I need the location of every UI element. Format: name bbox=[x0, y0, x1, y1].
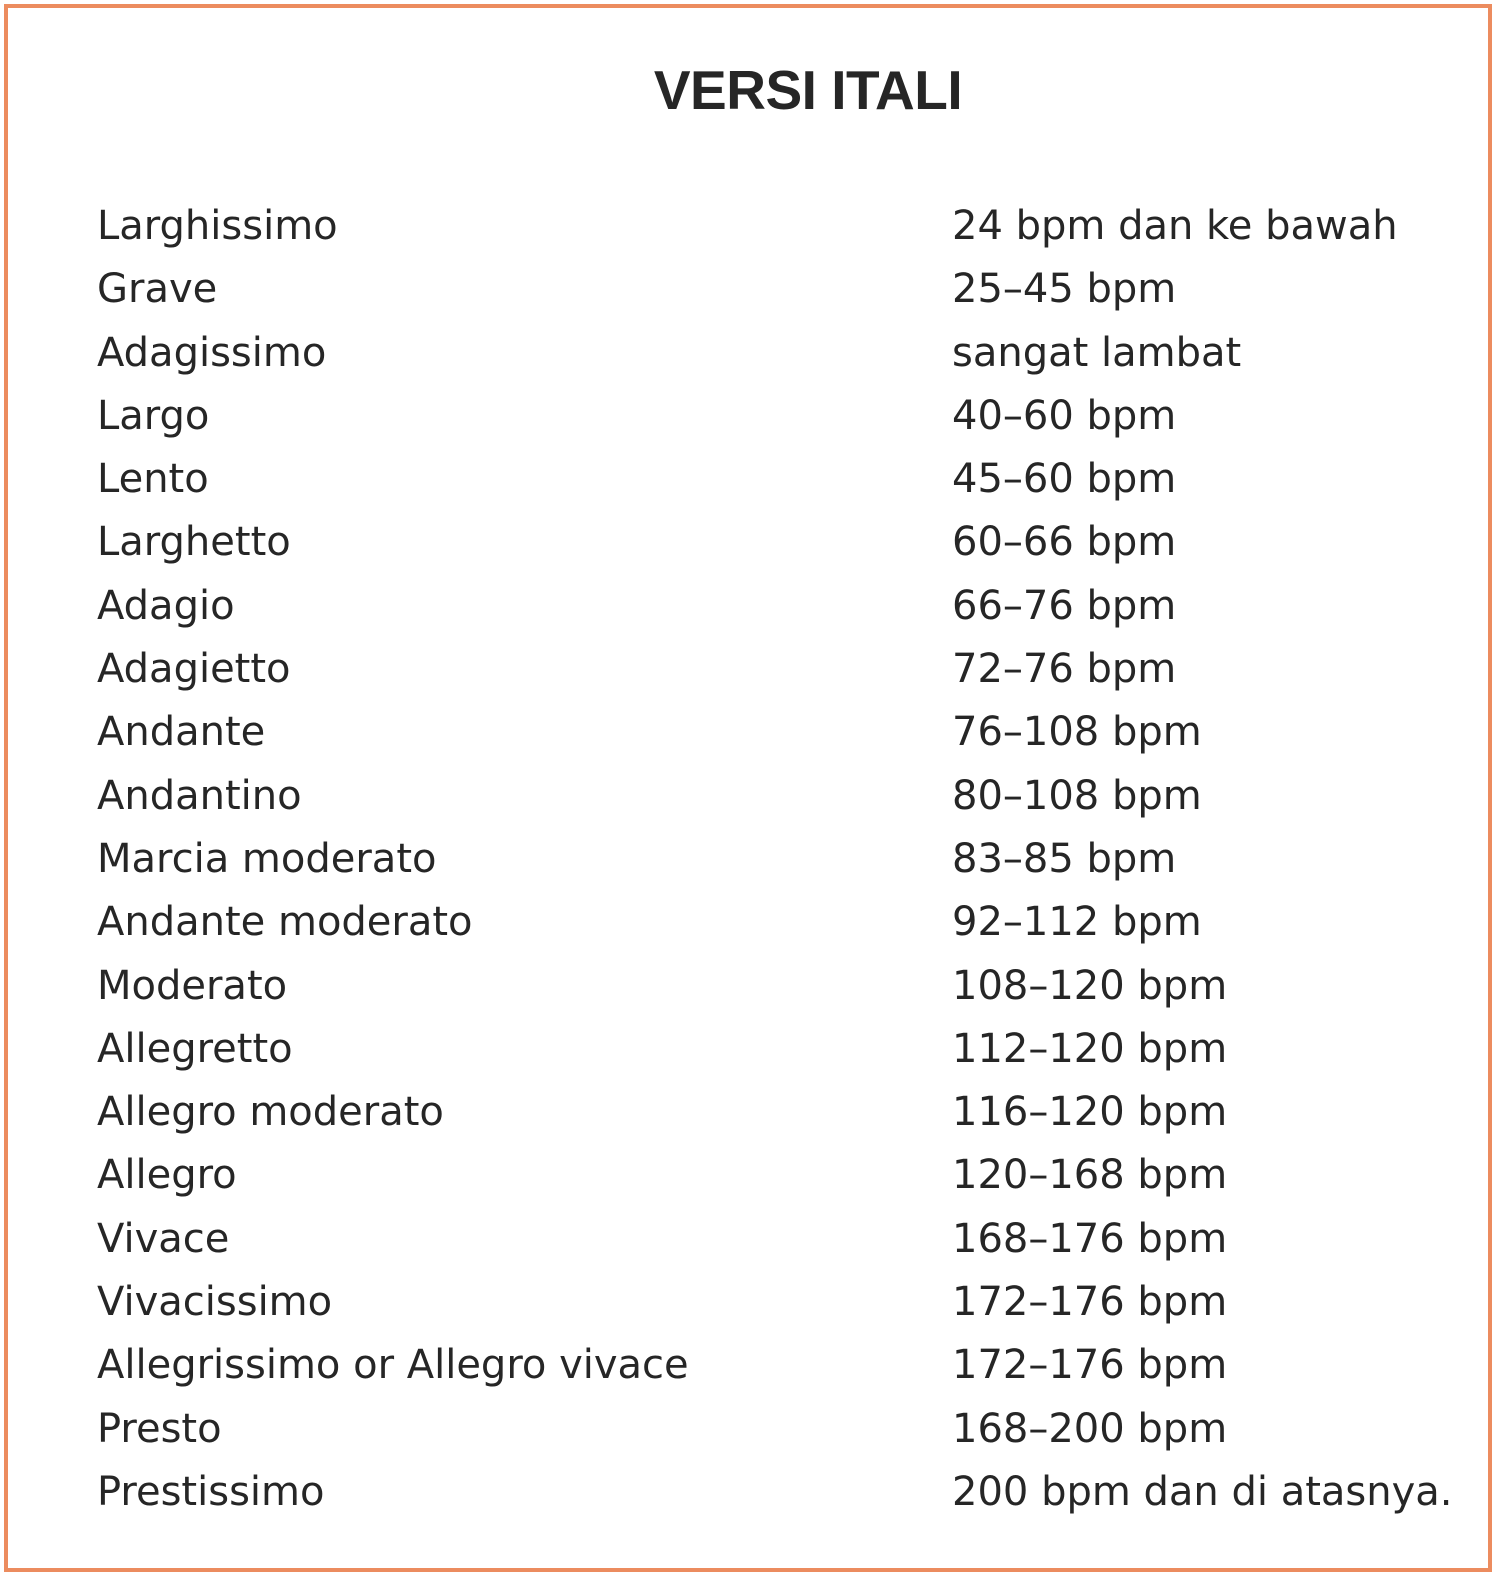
tempo-row bbox=[97, 1271, 1487, 1334]
tempo-range: 60–66 bpm bbox=[952, 519, 1177, 566]
tempo-name: Allegro bbox=[97, 1152, 237, 1199]
tempo-name: Adagissimo bbox=[97, 329, 327, 376]
tempo-name: Adagio bbox=[97, 582, 235, 629]
tempo-range: 66–76 bpm bbox=[952, 582, 1177, 629]
tempo-row bbox=[97, 1334, 1487, 1397]
tempo-name: Allegretto bbox=[97, 1025, 293, 1072]
tempo-range: 108–120 bpm bbox=[952, 962, 1228, 1009]
tempo-row bbox=[97, 511, 1487, 574]
tempo-row bbox=[97, 1208, 1487, 1271]
tempo-name: Larghissimo bbox=[97, 203, 338, 249]
tempo-row bbox=[97, 701, 1487, 764]
tempo-name: Andante moderato bbox=[97, 899, 473, 946]
tempo-range: 168–200 bpm bbox=[952, 1405, 1228, 1452]
tempo-row bbox=[97, 891, 1487, 954]
tempo-row bbox=[97, 1461, 1487, 1524]
tempo-range: 45–60 bpm bbox=[952, 456, 1177, 503]
tempo-name: Lento bbox=[97, 456, 209, 503]
page-title: VERSI ITALI bbox=[653, 59, 963, 121]
tempo-row bbox=[97, 1144, 1487, 1207]
tempo-name: Adagietto bbox=[97, 646, 291, 693]
tempo-card bbox=[4, 4, 1492, 1572]
tempo-range: 25–45 bpm bbox=[952, 266, 1177, 313]
tempo-name: Andantino bbox=[97, 772, 302, 819]
tempo-range: sangat lambat bbox=[952, 329, 1242, 376]
tempo-range: 40–60 bpm bbox=[952, 392, 1177, 439]
tempo-row bbox=[97, 322, 1487, 385]
tempo-range: 92–112 bpm bbox=[952, 899, 1202, 946]
tempo-name: Marcia moderato bbox=[97, 835, 437, 882]
tempo-name: Larghetto bbox=[97, 519, 291, 566]
tempo-row bbox=[97, 765, 1487, 828]
tempo-range: 72–76 bpm bbox=[952, 646, 1177, 693]
tempo-name: Moderato bbox=[97, 962, 288, 1009]
tempo-range: 76–108 bpm bbox=[952, 709, 1202, 756]
tempo-range: 83–85 bpm bbox=[952, 835, 1177, 882]
tempo-name: Prestissimo bbox=[97, 1468, 325, 1515]
tempo-name: Largo bbox=[97, 392, 210, 439]
tempo-name: Allegro moderato bbox=[97, 1089, 444, 1136]
tempo-row bbox=[97, 448, 1487, 511]
tempo-row bbox=[97, 195, 1487, 258]
tempo-row bbox=[97, 828, 1487, 891]
tempo-name: Vivacissimo bbox=[97, 1279, 333, 1326]
tempo-name: Presto bbox=[97, 1405, 222, 1452]
tempo-range: 116–120 bpm bbox=[952, 1089, 1228, 1136]
tempo-row bbox=[97, 575, 1487, 638]
tempo-row bbox=[97, 258, 1487, 321]
tempo-row bbox=[97, 955, 1487, 1018]
tempo-row bbox=[97, 1398, 1487, 1461]
tempo-name: Vivace bbox=[97, 1215, 230, 1262]
tempo-list bbox=[97, 195, 1487, 1524]
tempo-name: Allegrissimo or Allegro vivace bbox=[97, 1342, 689, 1389]
tempo-range: 200 bpm dan di atasnya. bbox=[952, 1468, 1453, 1515]
tempo-range: 24 bpm dan ke bawah bbox=[952, 203, 1398, 249]
tempo-row bbox=[97, 1081, 1487, 1144]
tempo-range: 172–176 bpm bbox=[952, 1279, 1228, 1326]
tempo-range: 168–176 bpm bbox=[952, 1215, 1228, 1262]
tempo-range: 172–176 bpm bbox=[952, 1342, 1228, 1389]
tempo-range: 112–120 bpm bbox=[952, 1025, 1228, 1072]
tempo-row bbox=[97, 638, 1487, 701]
tempo-range: 80–108 bpm bbox=[952, 772, 1202, 819]
tempo-row bbox=[97, 1018, 1487, 1081]
tempo-row bbox=[97, 385, 1487, 448]
tempo-name: Andante bbox=[97, 709, 266, 756]
tempo-range: 120–168 bpm bbox=[952, 1152, 1228, 1199]
tempo-name: Grave bbox=[97, 266, 218, 313]
